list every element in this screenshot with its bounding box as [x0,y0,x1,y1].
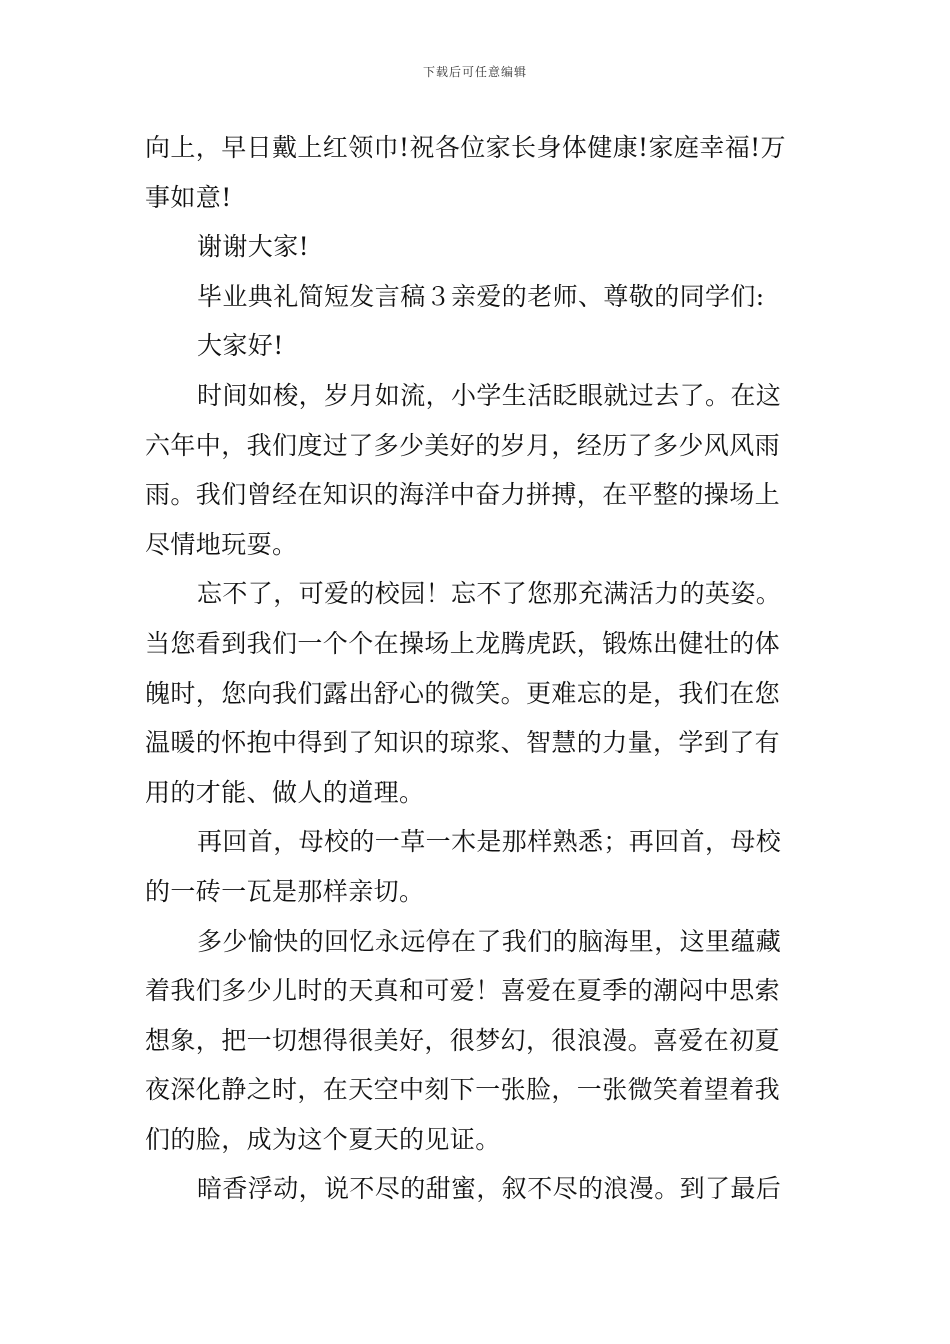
body-line: 当您看到我们一个个在操场上龙腾虎跃，锻炼出健壮的体 [145,628,781,658]
body-line: 们的脸，成为这个夏天的见证。 [145,1124,501,1154]
body-line: 的一砖一瓦是那样亲切。 [145,876,425,906]
body-line: 魄时，您向我们露出舒心的微笑。更难忘的是，我们在您 [145,678,781,708]
body-line: 谢谢大家! [197,232,310,262]
body-line: 用的才能、做人的道理。 [145,777,425,807]
document-body [145,123,825,1214]
body-line: 想象，把一切想得很美好，很梦幻，很浪漫。喜爱在初夏 [145,1025,781,1055]
body-line: 事如意! [145,182,232,212]
body-line: 暗香浮动，说不尽的甜蜜，叙不尽的浪漫。到了最后 [197,1174,782,1204]
page-header: 下载后可任意编辑 [422,65,527,79]
body-line: 再回首，母校的一草一木是那样熟悉；再回首，母校 [197,827,782,857]
body-line: 向上，早日戴上红领巾!祝各位家长身体健康!家庭幸福!万 [145,133,786,162]
body-line: 毕业典礼简短发言稿３亲爱的老师、尊敬的同学们: [197,281,765,311]
body-line: 雨。我们曾经在知识的海洋中奋力拼搏，在平整的操场上 [145,480,781,510]
body-line: 忘不了，可爱的校园！忘不了您那充满活力的英姿。 [197,579,782,609]
body-line: 夜深化静之时，在天空中刻下一张脸，一张微笑着望着我 [145,1075,781,1105]
body-line: 大家好! [197,331,284,361]
body-line: 六年中，我们度过了多少美好的岁月，经历了多少风风雨 [145,430,781,460]
body-line: 时间如梭，岁月如流，小学生活眨眼就过去了。在这 [197,380,782,410]
body-line: 尽情地玩耍。 [145,529,298,559]
body-line: 着我们多少儿时的天真和可爱！喜爱在夏季的潮闷中思索 [145,976,781,1006]
body-line: 多少愉快的回忆永远停在了我们的脑海里，这里蕴藏 [197,926,782,956]
body-line: 温暖的怀抱中得到了知识的琼浆、智慧的力量，学到了有 [145,728,781,758]
